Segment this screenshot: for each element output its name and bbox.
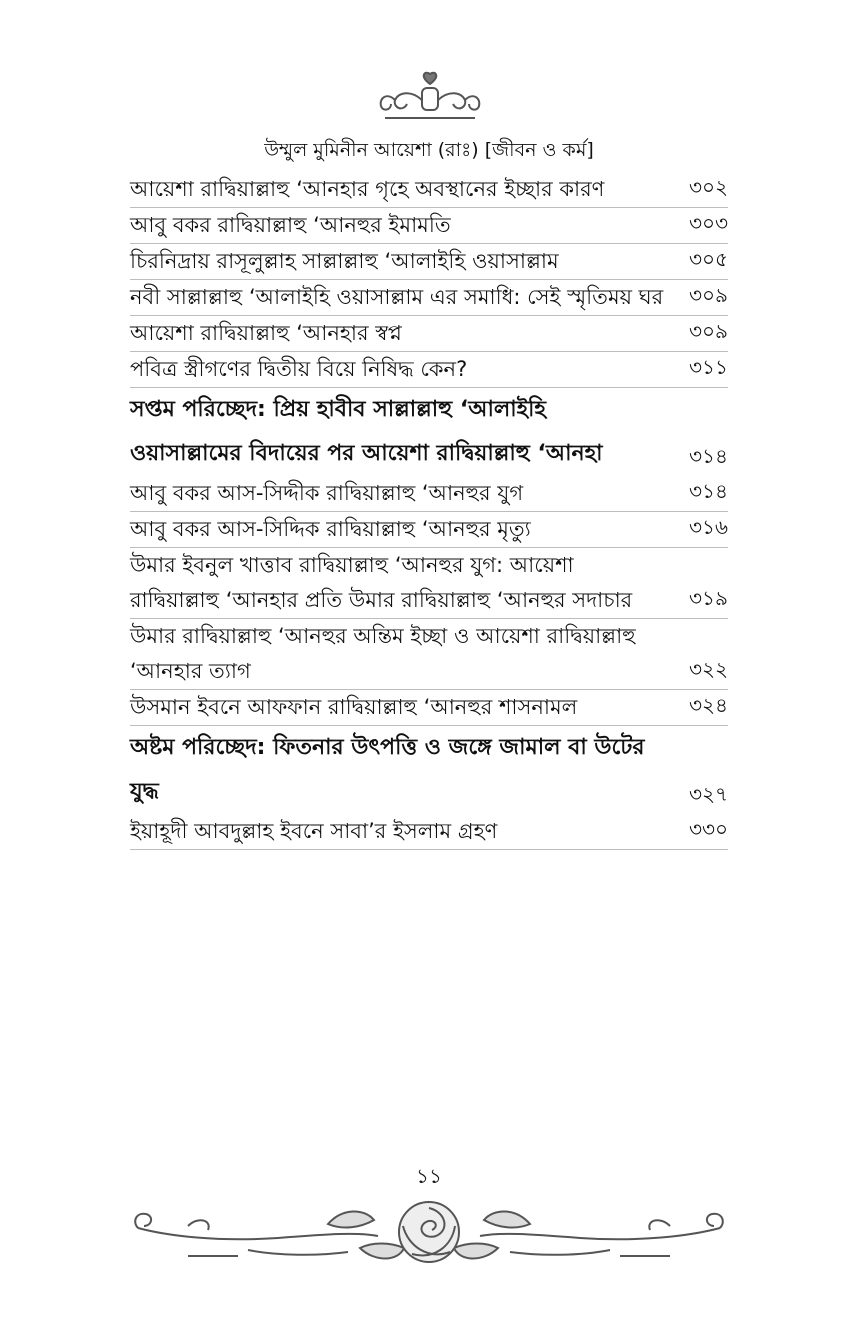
toc-chapter-heading: [130, 726, 728, 814]
toc-entry-title: পবিত্র স্ত্রীগণের দ্বিতীয় বিয়ে নিষিদ্ধ কেন?: [130, 357, 468, 381]
toc-entry-title: সপ্তম পরিচ্ছেদ: প্রিয় হাবীব সাল্লাল্লাহু ‘আলাইহি ওয়াসাল্লামের বিদায়ের পর আয়েশা রাদ্বিয়াল্লাহু ‘আনহা: [130, 397, 603, 466]
toc-entry: [130, 690, 728, 726]
toc-entry: [130, 244, 728, 280]
toc-entry-page: ৩০৫: [689, 247, 728, 271]
toc-entry-title: আবু বকর আস-সিদ্দিক রাদ্বিয়াল্লাহু ‘আনহুর মৃত্যু: [130, 517, 531, 541]
toc-entry-page: ৩১৪: [689, 479, 728, 503]
table-of-contents: [130, 172, 728, 850]
toc-entry-page: ৩০২: [688, 175, 728, 199]
toc-entry-page: ৩১৬: [689, 515, 728, 539]
toc-entry-page: ৩১৯: [689, 586, 728, 610]
toc-entry-title: আবু বকর রাদ্বিয়াল্লাহু ‘আনহুর ইমামতি: [130, 213, 451, 237]
toc-entry: [130, 814, 728, 850]
toc-entry-page: ৩৩০: [688, 817, 728, 841]
toc-entry-title: আবু বকর আস-সিদ্দীক রাদ্বিয়াল্লাহু ‘আনহুর যুগ: [130, 481, 524, 505]
toc-entry-title: উসমান ইবনে আফফান রাদ্বিয়াল্লাহু ‘আনহুর শাসনামল: [130, 695, 578, 719]
toc-entry-title: ইয়াহূদী আবদুল্লাহ ইবনে সাবা’র ইসলাম গ্রহণ: [130, 819, 498, 843]
running-header: উম্মুল মুমিনীন আয়েশা (রাঃ) [জীবন ও কর্ম]: [264, 139, 594, 161]
toc-entry-page: ৩১৪: [689, 444, 728, 468]
toc-entry-page: ৩২২: [688, 657, 728, 681]
toc-entry-page: ৩২৭: [688, 782, 728, 806]
toc-entry-page: ৩০৯: [689, 319, 728, 343]
toc-entry: [130, 548, 728, 619]
toc-entry-page: ৩২৪: [689, 693, 728, 717]
toc-entry: [130, 476, 728, 512]
toc-entry: [130, 512, 728, 548]
toc-entry: [130, 316, 728, 352]
toc-entry-title: চিরনিদ্রায় রাসূলুল্লাহ সাল্লাল্লাহু ‘আলাইহি ওয়াসাল্লাম: [130, 249, 559, 273]
top-ornament: [375, 70, 485, 126]
toc-entry-page: ৩০৩: [688, 211, 728, 235]
toc-entry-title: উমার রাদ্বিয়াল্লাহু ‘আনহুর অন্তিম ইচ্ছা ও আয়েশা রাদ্বিয়াল্লাহু ‘আনহার ত্যাগ: [130, 624, 636, 683]
bottom-ornament: [128, 1186, 730, 1282]
toc-entry-page: ৩১১: [689, 355, 728, 379]
toc-entry-title: উমার ইবনুল খাত্তাব রাদ্বিয়াল্লাহু ‘আনহুর যুগ: আয়েশা রাদ্বিয়াল্লাহু ‘আনহার প্রতি উমার রাদ্বিয়াল্লাহু ‘আনহুর সদাচার: [130, 553, 633, 612]
toc-entry: [130, 619, 728, 690]
toc-entry: [130, 172, 728, 208]
toc-entry-title: আয়েশা রাদ্বিয়াল্লাহু ‘আনহার স্বপ্ন: [130, 321, 402, 345]
toc-entry-title: নবী সাল্লাল্লাহু ‘আলাইহি ওয়াসাল্লাম এর সমাধি: সেই স্মৃতিময় ঘর: [130, 285, 664, 309]
toc-entry-title: আয়েশা রাদ্বিয়াল্লাহু ‘আনহার গৃহে অবস্থানের ইচ্ছার কারণ: [130, 177, 605, 201]
page-number: ১১: [416, 1164, 442, 1188]
toc-entry-page: ৩০৯: [689, 283, 728, 307]
toc-entry: [130, 352, 728, 388]
toc-chapter-heading: [130, 388, 728, 476]
toc-entry: [130, 208, 728, 244]
toc-entry-title: অষ্টম পরিচ্ছেদ: ফিতনার উৎপত্তি ও জঙ্গে জামাল বা উটের যুদ্ধ: [130, 735, 645, 804]
toc-entry: [130, 280, 728, 316]
